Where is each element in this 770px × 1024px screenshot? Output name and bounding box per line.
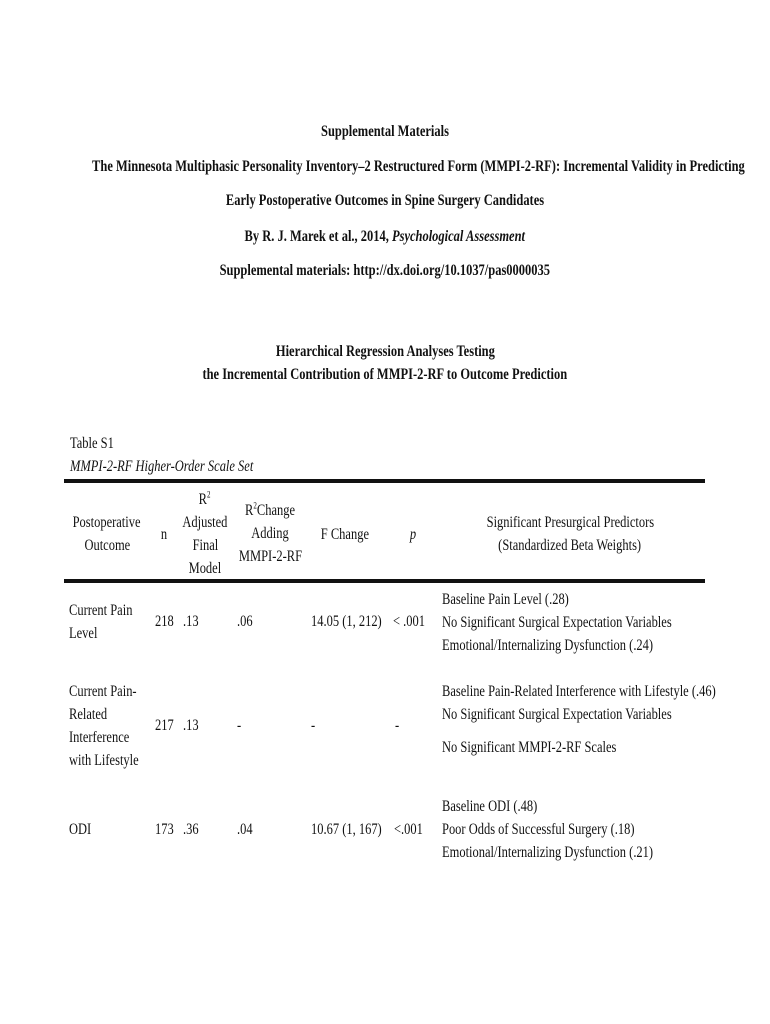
row-2-predictors: Baseline Pain-Related Interference with Lifestyle (.46) No Significant Surgical Expectation Variables No Significant MMPI-2-RF Scales <box>442 683 716 756</box>
row-3-r2-adjusted: .36 <box>183 821 199 838</box>
table-header-rule <box>64 579 705 583</box>
table-top-rule <box>64 479 705 483</box>
row-3-n: 173 <box>155 821 174 838</box>
row-1-predictors: Baseline Pain Level (.28) No Significant Surgical Expectation Variables Emotional/Internalizing Dysfunction (.24) <box>442 591 672 654</box>
col-header-predictors: Significant Presurgical Predictors (Standardized Beta Weights) <box>486 514 654 554</box>
col-header-f-change: F Change <box>320 526 370 543</box>
article-title-line-2: Early Postoperative Outcomes in Spine Surgery Candidates <box>225 192 545 209</box>
col-header-outcome: Postoperative Outcome <box>73 514 141 554</box>
row-1-f-change: 14.05 (1, 212) <box>311 613 382 630</box>
col-header-r2-adjusted: $R^2$ Adjusted Final Model <box>182 489 228 577</box>
col-header-n: n <box>160 526 168 543</box>
row-2-outcome: Current Pain- Related Interference with Lifestyle <box>69 683 139 769</box>
row-3-predictors: Baseline ODI (.48) Poor Odds of Successful Surgery (.18) Emotional/Internalizing Dysfunction (.21) <box>442 798 654 861</box>
row-2-n: 217 <box>155 717 174 734</box>
row-2-r2-adjusted: .13 <box>183 717 199 734</box>
supplemental-title: Supplemental Materials <box>321 123 449 140</box>
article-title-line-1: The Minnesota Multiphasic Personality Inventory–2 Restructured Form (MMPI-2-RF): Incremental Validity in Predicting <box>92 158 745 175</box>
row-3-f-change: 10.67 (1, 167) <box>311 821 382 838</box>
row-1-r2-adjusted: .13 <box>183 613 199 630</box>
journal-name: Psychological Assessment <box>392 228 526 245</box>
section-heading-line-1: Hierarchical Regression Analyses Testing <box>275 343 495 360</box>
row-2-p: - <box>395 717 400 734</box>
row-1-p: < .001 <box>393 613 426 630</box>
col-header-p: p <box>409 526 417 543</box>
table-caption: MMPI-2-RF Higher-Order Scale Set <box>70 458 254 475</box>
row-1-n: 218 <box>155 613 174 630</box>
byline: By R. J. Marek et al., 2014, Psychological Assessment <box>244 228 526 245</box>
row-2-r2-change: - <box>237 717 242 734</box>
row-1-r2-change: .06 <box>237 613 253 630</box>
row-3-outcome: ODI <box>69 821 92 838</box>
row-3-p: <.001 <box>394 821 423 838</box>
table-label: Table S1 <box>70 435 114 452</box>
col-header-r2-change: $R^2Change$ Adding MMPI-2-RF <box>238 500 303 565</box>
row-1-outcome: Current Pain Level <box>69 602 133 642</box>
section-heading-line-2: the Incremental Contribution of MMPI-2-RF to Outcome Prediction <box>202 366 568 383</box>
row-2-f-change: - <box>311 717 316 734</box>
row-3-r2-change: .04 <box>237 821 253 838</box>
supplemental-link[interactable]: Supplemental materials: http://dx.doi.org/10.1037/pas0000035 <box>219 262 551 279</box>
